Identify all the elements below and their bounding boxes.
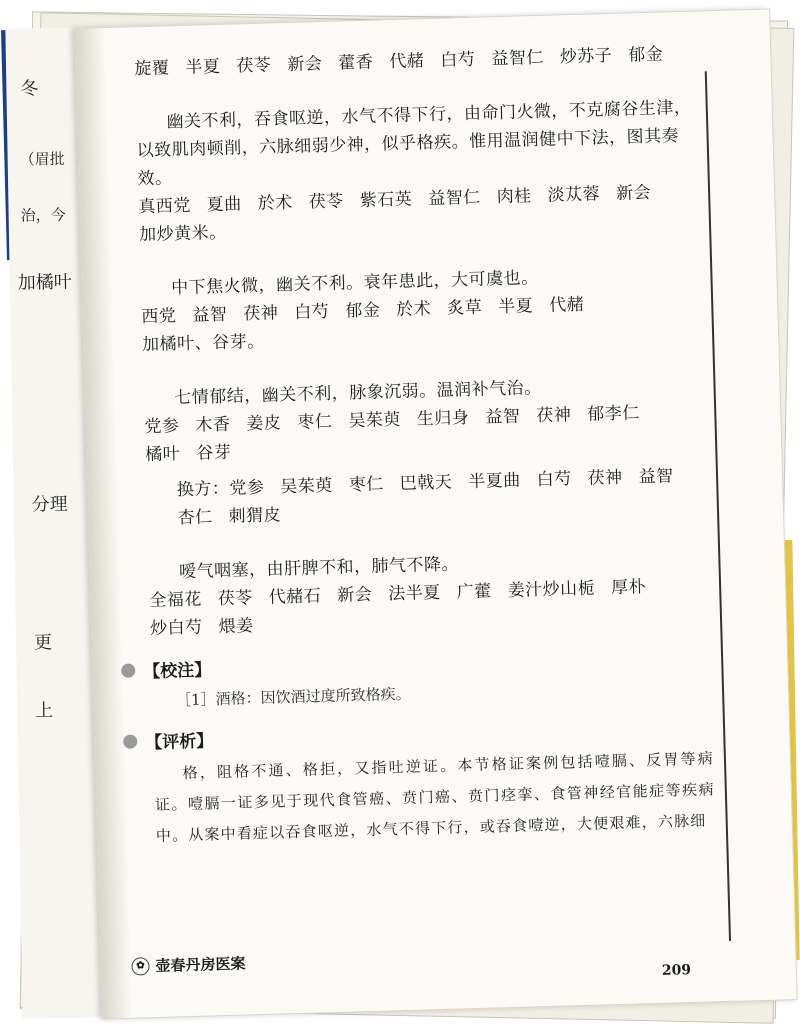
herb: 橘叶 <box>144 444 181 466</box>
herb: 益智 <box>485 406 521 428</box>
page-number: 209 <box>661 962 692 979</box>
herb: 姜汁炒山栀 <box>507 578 596 602</box>
left-page-fragment: 治，今 <box>20 205 66 225</box>
herb: 厚朴 <box>610 577 647 599</box>
herb: 吴茱萸 <box>348 409 402 432</box>
analysis-text: 格，阻格不通、格拒，又指吐逆证。本节格证案例包括噎膈、反胃等病证。噎膈一证多见于现代食管癌、贲门癌、贲门痉挛、食管神经官能症等疾病中。从案中看症以吞食呕逆，水气不得下行，或吞食噎逆，大便艰难，六脉细 <box>154 749 716 845</box>
herb: 煨姜 <box>218 616 254 638</box>
herb: 半夏 <box>185 56 221 78</box>
case-complaint: 中下焦火微，幽关不利。衰年患此，大可虞也。 <box>170 268 539 299</box>
alt-prescription-label: 换方： <box>176 478 230 501</box>
herb: 茯神 <box>243 303 279 325</box>
herb: 益智仁 <box>491 47 545 70</box>
bullet-dot-icon <box>121 663 135 677</box>
notes-heading-label: 【校注】 <box>143 660 212 683</box>
book-page <box>74 8 797 1019</box>
herb: 益智 <box>638 466 674 488</box>
herb: 肉桂 <box>496 186 532 208</box>
note-item: ［1］酒格：因饮酒过度所致格疾。 <box>175 684 411 710</box>
herb: 巴戟天 <box>399 472 453 494</box>
herb-addition: 加炒黄米。 <box>138 222 227 246</box>
left-page-fragment: （眉批 <box>19 149 65 169</box>
book-title: 壶春丹房医案 <box>155 954 246 976</box>
herb: 紫石英 <box>359 189 413 212</box>
herb: 刺猬皮 <box>228 505 282 527</box>
herb: 枣仁 <box>348 474 385 496</box>
herb: 白芍 <box>440 49 476 71</box>
herb: 枣仁 <box>297 411 333 433</box>
herb: 吴茱萸 <box>280 475 334 498</box>
herb: 郁李仁 <box>587 403 641 425</box>
herb: 茯苓 <box>308 191 345 213</box>
left-page-fragment: 上 <box>35 700 54 722</box>
herb: 白芍 <box>294 301 330 323</box>
book-logo-icon: ✿ <box>131 957 149 975</box>
herb: 新会 <box>336 584 373 606</box>
case-complaint: 七情郁结，幽关不利，脉象沉弱。温润补气治。 <box>173 378 542 409</box>
herb: 半夏 <box>497 296 534 318</box>
running-footer <box>131 952 246 976</box>
herb: 郁金 <box>627 44 664 66</box>
herb: 夏曲 <box>206 194 243 216</box>
herb: 木香 <box>195 414 231 436</box>
herb: 西党 <box>141 306 177 328</box>
case-complaint: 幽关不利，吞食呕逆，水气不得下行，由命门火微，不克腐谷生津，以致肌肉顿削，六脉细弱少神，似乎格疾。惟用温润健中下法，图其奏效。 <box>136 97 692 190</box>
herb: 炒苏子 <box>559 45 613 68</box>
analysis-heading-label: 【评析】 <box>145 731 214 754</box>
herb: 藿香 <box>338 52 374 74</box>
herb: 炒白芍 <box>149 617 203 640</box>
herb: 茯神 <box>587 467 623 489</box>
herb: 真西党 <box>138 195 192 218</box>
herb: 党参 <box>144 416 180 438</box>
herb: 益智 <box>192 304 228 326</box>
herb: 生归身 <box>416 408 470 430</box>
herb-addition: 加橘叶、谷芽。 <box>141 331 265 356</box>
herb: 茯神 <box>536 405 572 427</box>
herb: 代赭 <box>548 294 585 316</box>
herb: 党参 <box>229 477 265 499</box>
herb: 淡苁蓉 <box>547 184 601 206</box>
herb: 法半夏 <box>387 582 441 605</box>
herb: 旋覆 <box>134 58 170 80</box>
bullet-dot-icon <box>123 734 137 748</box>
herb: 谷芽 <box>195 442 232 464</box>
herb: 郁金 <box>345 300 381 322</box>
left-page-fragment: 加橘叶 <box>17 271 72 294</box>
case-complaint: 嗳气咽塞，由肝脾不和，肺气不降。 <box>178 554 460 583</box>
herb: 全福花 <box>149 589 203 612</box>
left-page-fragment: 冬 <box>20 78 39 100</box>
herb: 新会 <box>615 182 652 204</box>
herb: 代赭 <box>389 51 425 73</box>
herb: 白芍 <box>536 469 572 491</box>
herb: 於术 <box>396 299 432 321</box>
herb: 茯苓 <box>236 55 272 77</box>
herb: 茯苓 <box>217 588 254 610</box>
herb: 杏仁 <box>177 507 213 529</box>
herb: 益智仁 <box>427 187 481 210</box>
herb: 半夏曲 <box>467 470 521 493</box>
herb: 炙草 <box>446 297 483 319</box>
herb: 於术 <box>257 192 294 214</box>
page-content <box>134 40 716 852</box>
left-page-fragment: 分理 <box>31 493 68 516</box>
left-page-fragment: 更 <box>33 632 53 654</box>
herb: 广藿 <box>456 581 492 603</box>
herb: 代赭石 <box>268 586 322 608</box>
herb: 姜皮 <box>246 413 282 435</box>
herb: 新会 <box>287 54 323 75</box>
